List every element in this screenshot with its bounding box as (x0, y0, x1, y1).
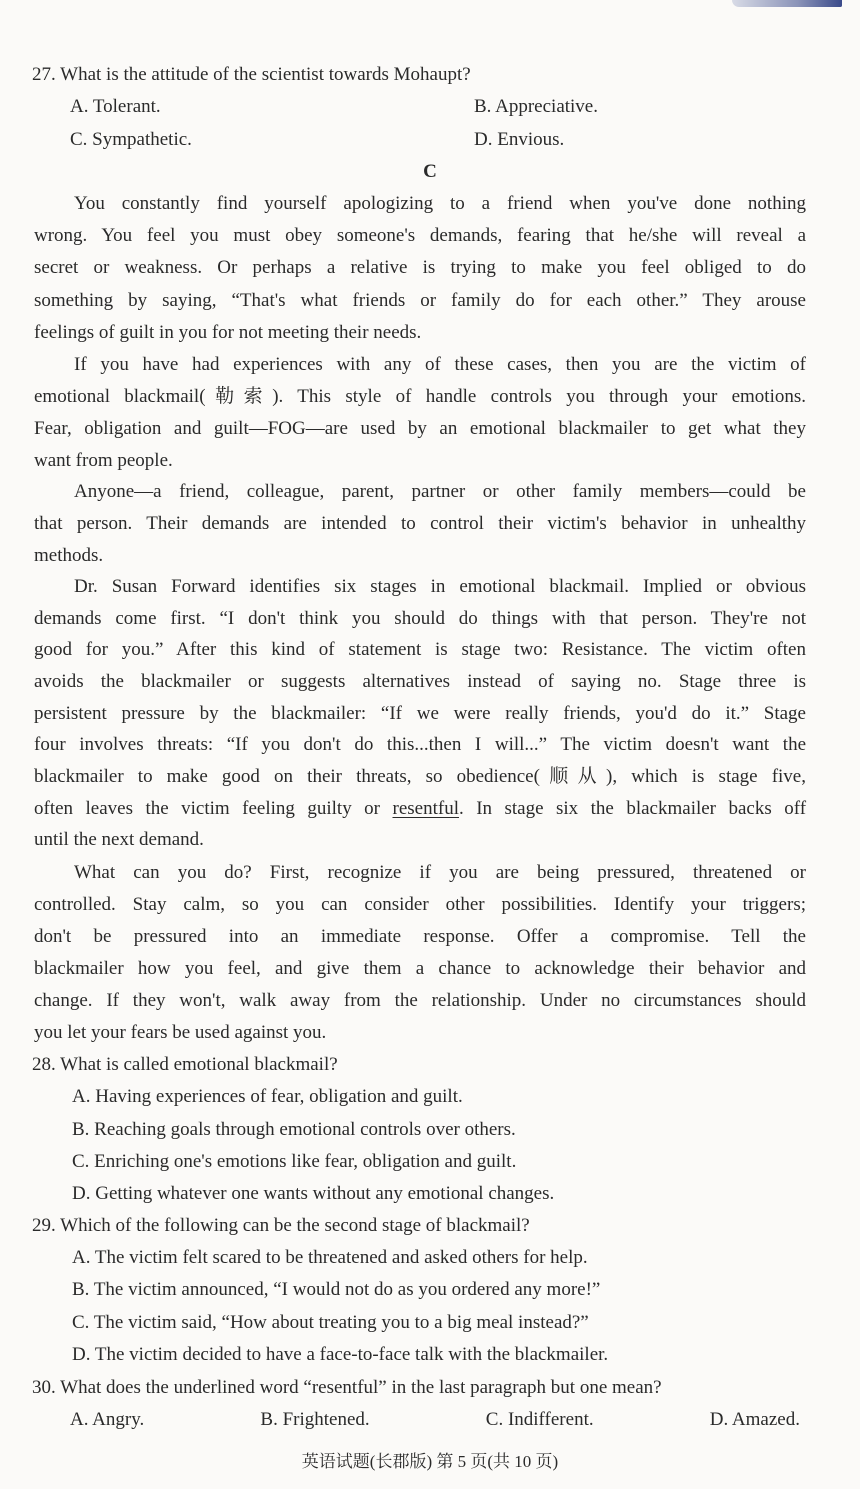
passage-line: feelings of guilt in you for not meeting their needs. (34, 322, 422, 343)
underlined-word-resentful: resentful (392, 798, 459, 819)
passage-line: persistent pressure by the blackmailer: “If we were really friends, you'd do it.” Stage (34, 703, 806, 724)
q29-option-a: A. The victim felt scared to be threatened and asked others for help. (72, 1247, 588, 1268)
passage-line: you let your fears be used against you. (34, 1022, 327, 1043)
passage-line: change. If they won't, walk away from the relationship. Under no circumstances should (34, 990, 806, 1011)
q30-option-d: D. Amazed. (709, 1409, 800, 1430)
passage-line: You constantly find yourself apologizing to a friend when you've done nothing (74, 193, 806, 214)
q30-option-c: C. Indifferent. (485, 1409, 594, 1430)
passage-line: What can you do? First, recognize if you are being pressured, threatened or (74, 862, 806, 883)
passage-line: good for you.” After this kind of statement is stage two: Resistance. The victim often (34, 639, 806, 660)
section-label: C (423, 161, 437, 182)
q27-stem: 27. What is the attitude of the scientist towards Mohaupt? (32, 64, 471, 85)
passage-line: secret or weakness. Or perhaps a relative is trying to make you feel obliged to do (34, 257, 806, 278)
passage-line: demands come first. “I don't think you should do things with that person. They're not (34, 608, 806, 629)
passage-line: that person. Their demands are intended to control their victim's behavior in unhealthy (34, 513, 806, 534)
q28-option-c: C. Enriching one's emotions like fear, obligation and guilt. (72, 1151, 517, 1172)
q29-stem: 29. Which of the following can be the second stage of blackmail? (32, 1215, 530, 1236)
passage-line: something by saying, “That's what friends or family do for each other.” They arouse (34, 290, 806, 311)
q27-option-c: C. Sympathetic. (70, 129, 192, 150)
q27-option-d: D. Envious. (474, 129, 565, 150)
passage-line: emotional blackmail(勒索). This style of handle controls you through your emotions. (34, 386, 806, 407)
q30-stem: 30. What does the underlined word “resentful” in the last paragraph but one mean? (32, 1377, 662, 1398)
passage-line: methods. (34, 545, 104, 566)
q29-option-b: B. The victim announced, “I would not do as you ordered any more!” (72, 1279, 601, 1300)
passage-line: want from people. (34, 450, 173, 471)
q30-option-a: A. Angry. (70, 1409, 145, 1430)
passage-line: Fear, obligation and guilt—FOG—are used by an emotional blackmailer to get what they (34, 418, 806, 439)
passage-line: Anyone—a friend, colleague, parent, partner or other family members—could be (74, 481, 806, 502)
passage-line: controlled. Stay calm, so you can consider other possibilities. Identify your triggers; (34, 894, 806, 915)
q29-option-d: D. The victim decided to have a face-to-face talk with the blackmailer. (72, 1344, 609, 1365)
q30-option-b: B. Frightened. (260, 1409, 370, 1430)
page-footer: 英语试题(长郡版) 第 5 页(共 10 页) (301, 1452, 559, 1471)
q30-options (70, 1408, 800, 1432)
passage-line (34, 797, 806, 821)
passage-line: If you have had experiences with any of these cases, then you are the victim of (74, 354, 806, 375)
passage-line: wrong. You feel you must obey someone's demands, fearing that he/she will reveal a (34, 225, 806, 246)
passage-line: four involves threats: “If you don't do this...then I will...” The victim doesn't want the (34, 734, 806, 755)
q28-stem: 28. What is called emotional blackmail? (32, 1054, 338, 1075)
passage-line: avoids the blackmailer or suggests alternatives instead of saying no. Stage three is (34, 671, 806, 692)
q28-option-b: B. Reaching goals through emotional controls over others. (72, 1119, 516, 1140)
passage-line: don't be pressured into an immediate response. Offer a compromise. Tell the (34, 926, 806, 947)
q28-option-a: A. Having experiences of fear, obligation and guilt. (72, 1086, 463, 1107)
q29-option-c: C. The victim said, “How about treating you to a big meal instead?” (72, 1312, 589, 1333)
passage-line: Dr. Susan Forward identifies six stages in emotional blackmail. Implied or obvious (74, 576, 806, 597)
passage-line: blackmailer how you feel, and give them a chance to acknowledge their behavior and (34, 958, 806, 979)
passage-text: . In stage six the blackmailer backs off (458, 798, 807, 819)
q27-option-b: B. Appreciative. (474, 96, 598, 117)
passage-line: until the next demand. (34, 829, 204, 850)
q28-option-d: D. Getting whatever one wants without any emotional changes. (72, 1183, 555, 1204)
q27-option-a: A. Tolerant. (70, 96, 161, 117)
passage-text: often leaves the victim feeling guilty or (34, 798, 381, 819)
passage-line: blackmailer to make good on their threats, so obedience(顺从), which is stage five, (34, 766, 806, 787)
